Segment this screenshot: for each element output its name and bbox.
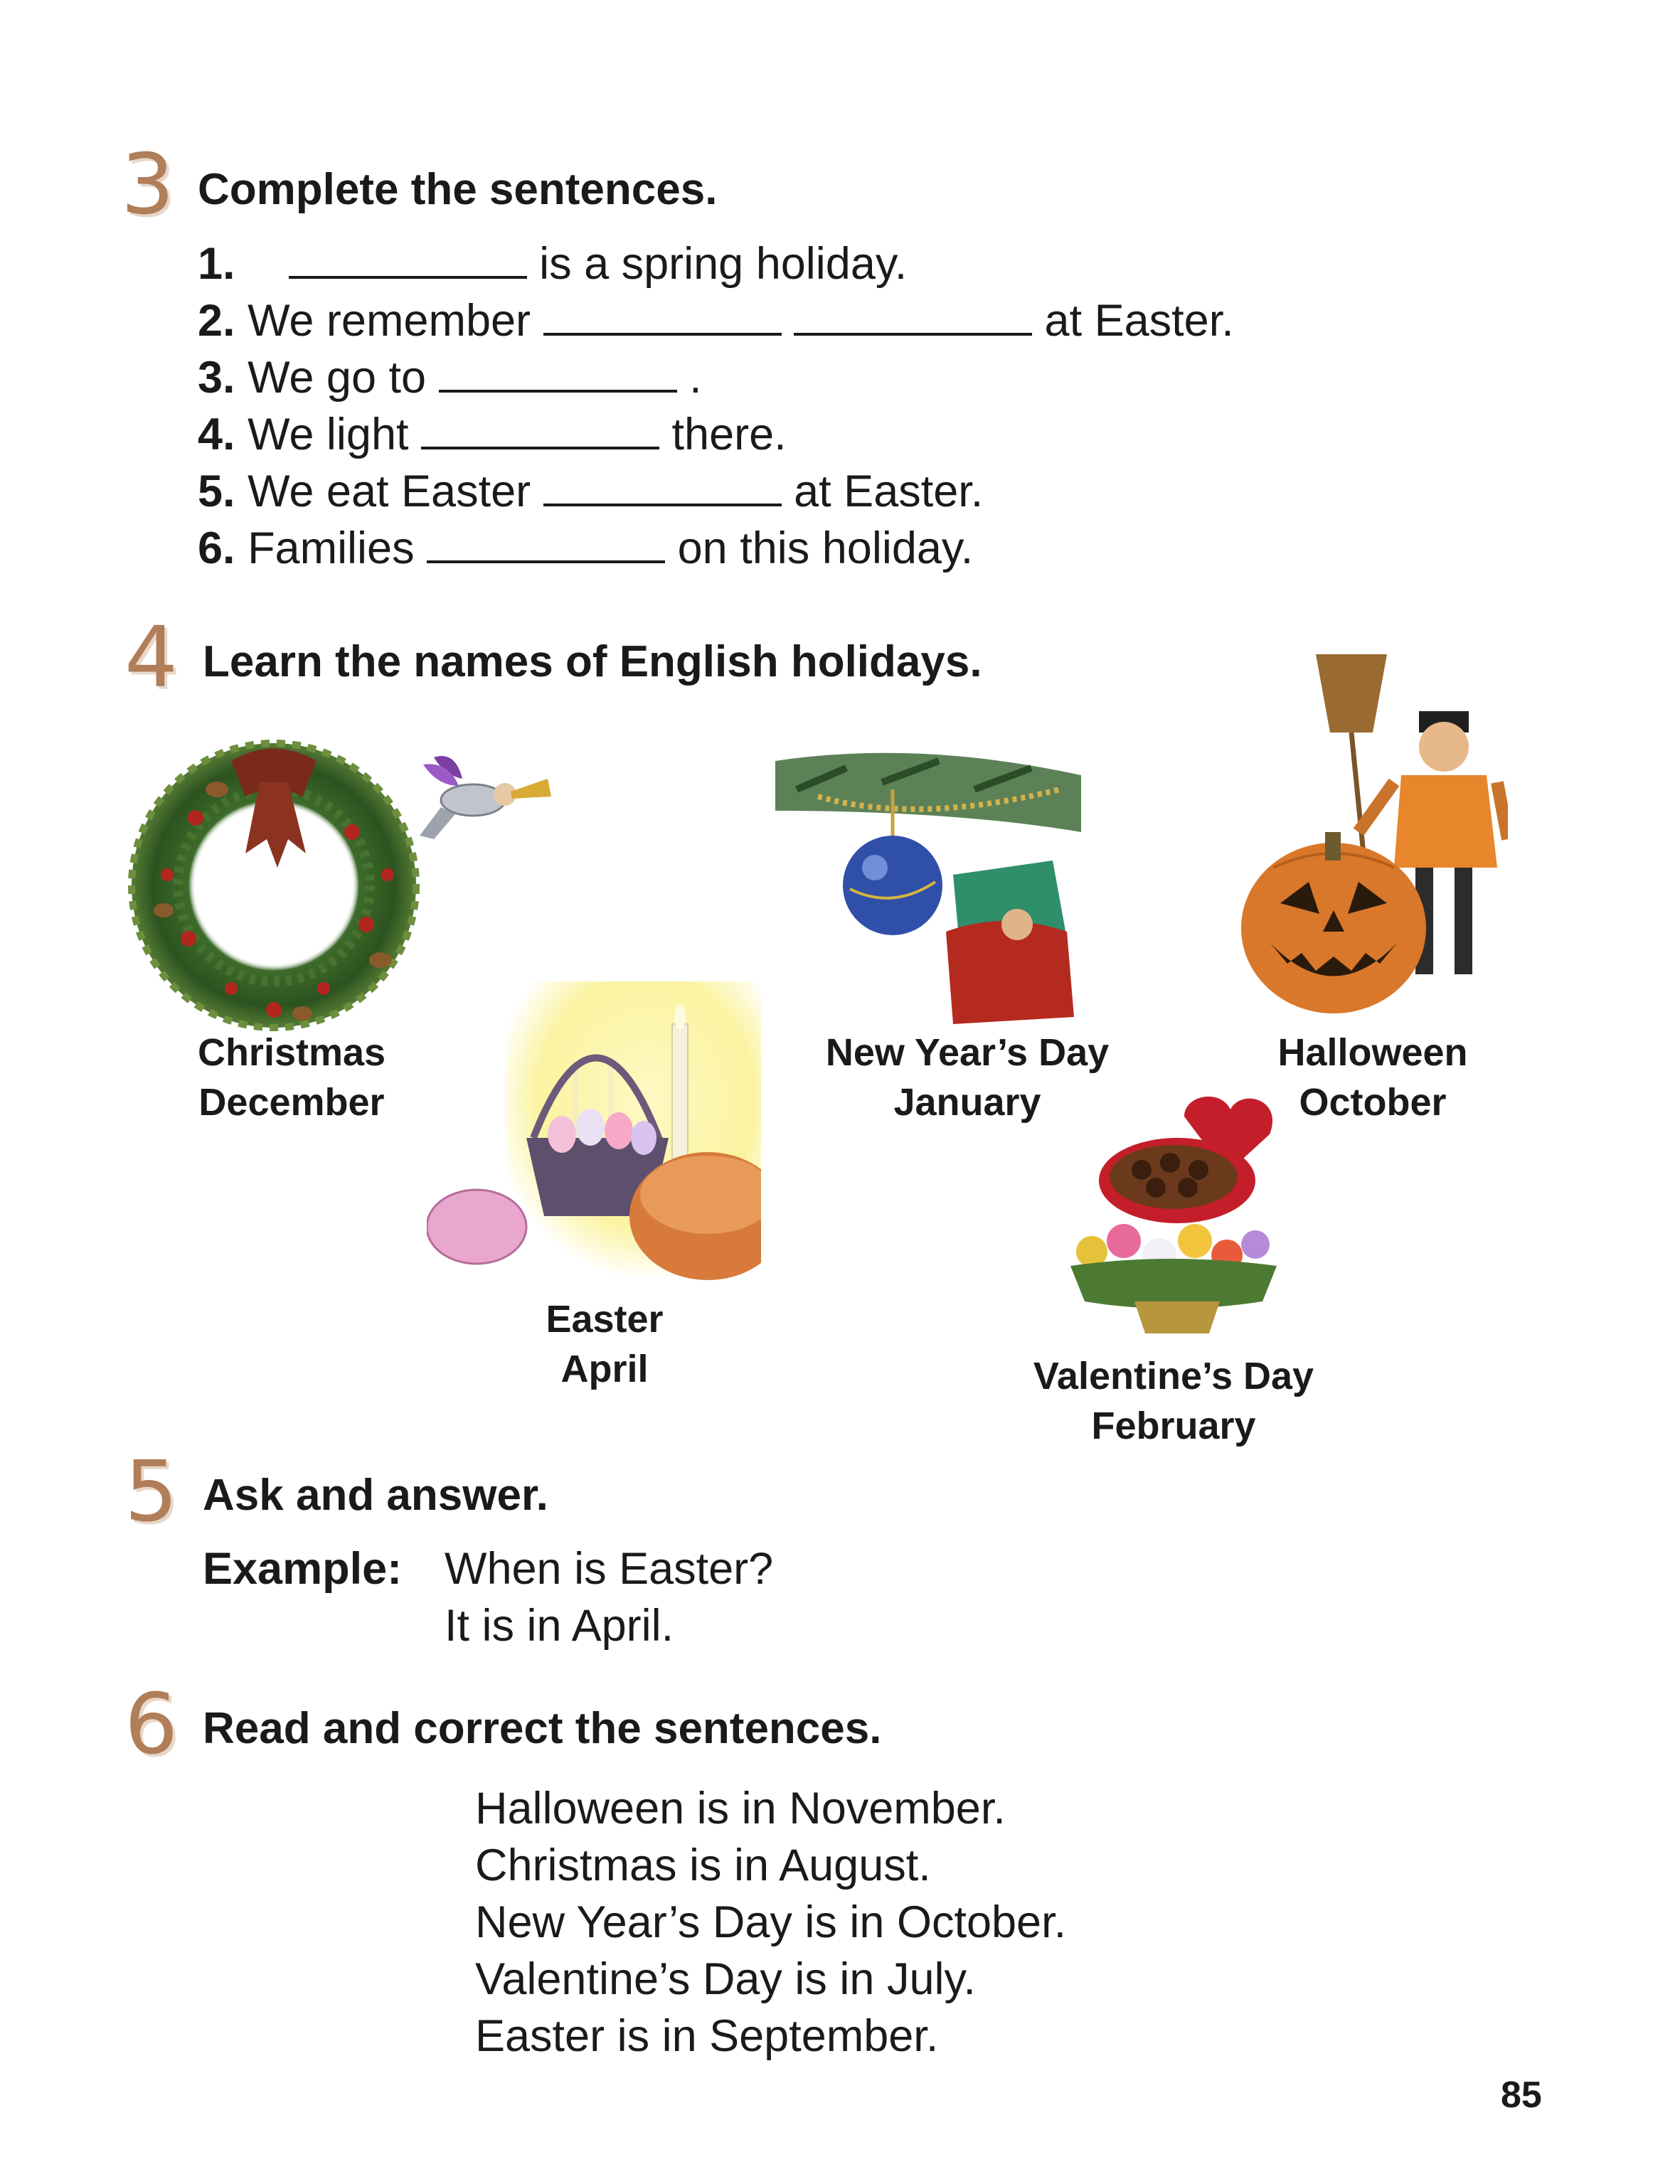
pumpkin-icon: [1238, 825, 1430, 1017]
sentence-1: [198, 240, 907, 287]
exercise-heading: Complete the sentences.: [198, 165, 718, 214]
sentence-to-correct: Halloween is in November.: [475, 1784, 1006, 1833]
page-number: 85: [1501, 2074, 1542, 2116]
angel-trumpet-icon: [405, 750, 562, 850]
wreath-icon: [124, 733, 423, 1031]
sentence-to-correct: Christmas is in August.: [475, 1841, 931, 1890]
sentence-to-correct: Easter is in September.: [475, 2011, 939, 2061]
sentence-text: on this holiday.: [677, 523, 974, 573]
holiday-name: Easter: [546, 1298, 664, 1341]
sentence-3: [198, 353, 702, 403]
holiday-month: January: [893, 1081, 1041, 1124]
exercise-number: 4: [124, 608, 179, 706]
sentence-text: at Easter.: [1044, 296, 1234, 346]
sentence-to-correct: Valentine’s Day is in July.: [475, 1954, 976, 2004]
item-number: 6.: [198, 523, 235, 573]
item-number: 1.: [198, 239, 235, 289]
holiday-month: April: [560, 1348, 649, 1390]
sentence-text: We light: [248, 410, 409, 459]
example-label: Example:: [203, 1544, 403, 1594]
christmas-ornament-icon: [775, 747, 1081, 1031]
sentence-text: there.: [671, 410, 787, 459]
sentence-5: [198, 468, 983, 514]
sentence-6: [198, 525, 973, 571]
sentence-text: We remember: [248, 296, 531, 346]
sentence-text: We eat Easter: [248, 467, 531, 516]
easter-basket-icon: [427, 981, 761, 1294]
item-number: 5.: [198, 467, 235, 516]
answer-blank[interactable]: [421, 411, 659, 449]
sentence-to-correct: New Year’s Day is in October.: [475, 1897, 1067, 1947]
sentence-4: [198, 411, 787, 457]
sentence-text: is a spring holiday.: [539, 239, 908, 289]
answer-blank[interactable]: [439, 354, 677, 393]
holiday-label-easter: [469, 1294, 740, 1394]
holiday-name: Christmas: [197, 1031, 386, 1074]
exercise-number: 6: [124, 1675, 179, 1773]
answer-blank[interactable]: [427, 525, 665, 563]
example-question: When is Easter?: [445, 1544, 774, 1594]
answer-blank[interactable]: [543, 468, 782, 506]
holiday-name: Valentine’s Day: [1033, 1355, 1314, 1397]
exercise-heading: Learn the names of English holidays.: [203, 637, 982, 686]
answer-blank[interactable]: [289, 240, 527, 279]
holiday-name: Halloween: [1277, 1031, 1468, 1074]
sentence-2: [198, 296, 1234, 346]
chocolate-box-icon: [1042, 1088, 1298, 1344]
exercise-number: 5: [124, 1442, 179, 1540]
sentence-text: .: [689, 353, 702, 403]
example-answer: It is in April.: [445, 1601, 674, 1651]
holiday-label-valentine: [1010, 1351, 1337, 1451]
sentence-text: We go to: [248, 353, 427, 403]
exercise-heading: Read and correct the sentences.: [203, 1704, 882, 1753]
exercise-heading: Ask and answer.: [203, 1471, 548, 1520]
holiday-month: February: [1091, 1405, 1256, 1447]
holiday-name: New Year’s Day: [825, 1031, 1110, 1074]
holiday-month: December: [198, 1081, 385, 1124]
item-number: 4.: [198, 410, 235, 459]
answer-blank[interactable]: [794, 297, 1032, 336]
holiday-label-christmas: [142, 1028, 441, 1127]
holiday-month: October: [1299, 1081, 1447, 1124]
item-number: 3.: [198, 353, 235, 403]
answer-blank[interactable]: [543, 297, 782, 336]
sentence-text: at Easter.: [794, 467, 984, 516]
sentence-text: Families: [248, 523, 415, 573]
item-number: 2.: [198, 296, 235, 346]
exercise-number: 3: [121, 135, 175, 233]
